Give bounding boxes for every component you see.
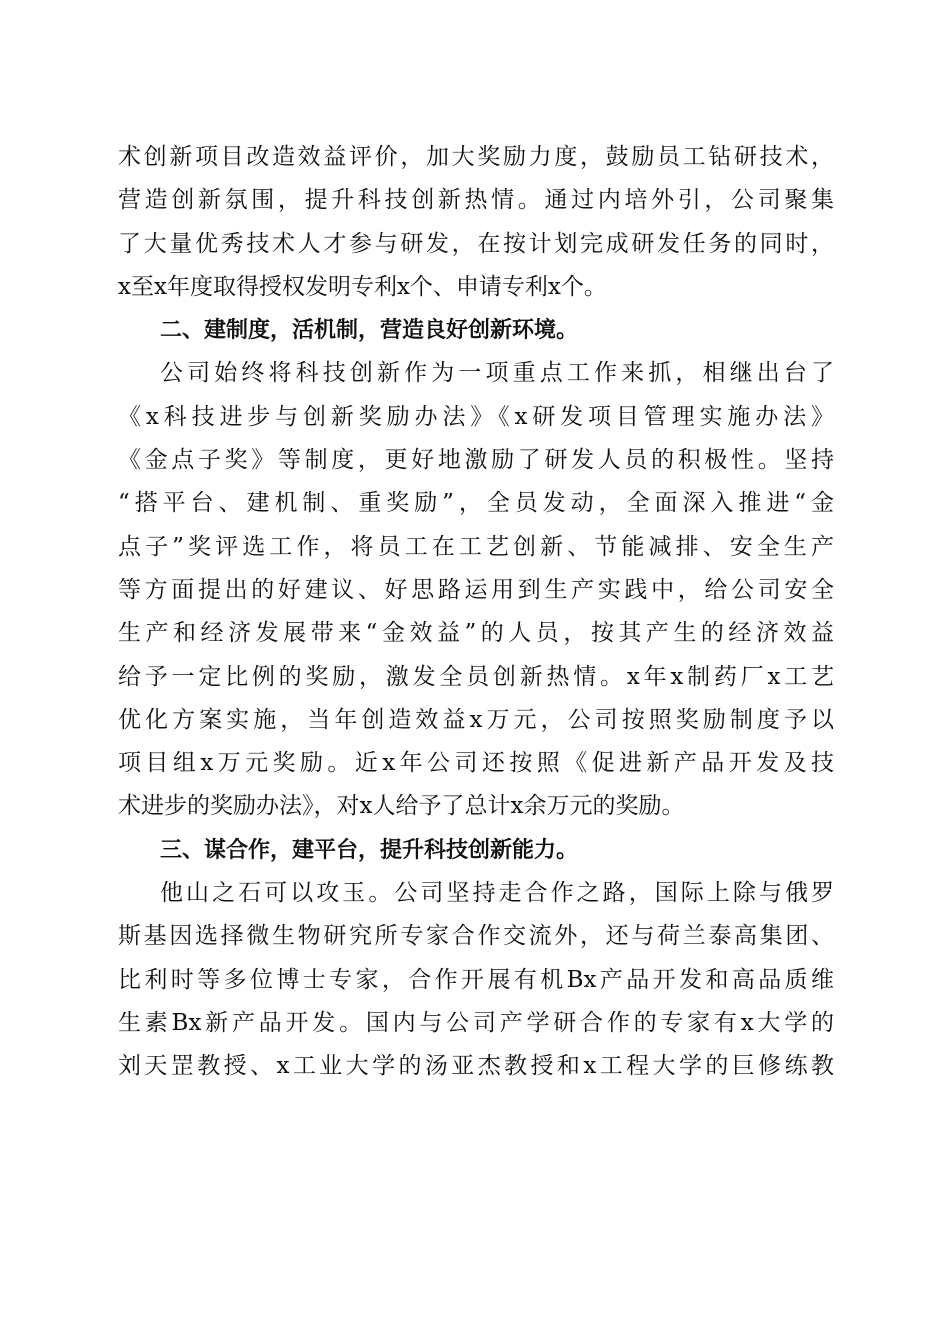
- text-line: 给予一定比例的奖励，激发全员创新热情。x年x制药厂x工艺: [118, 663, 834, 690]
- text-line: 生产和经济发展带来“金效益”的人员，按其产生的经济效益: [118, 620, 834, 647]
- paragraph-3: [118, 872, 834, 1088]
- text-line: 营造创新氛围，提升科技创新热情。通过内培外引，公司聚集: [118, 187, 834, 214]
- paragraph-2: [118, 352, 834, 828]
- text-line: 刘天罡教授、x工业大学的汤亚杰教授和x工程大学的巨修练教: [118, 1053, 834, 1080]
- text-line: 术创新项目改造效益评价，加大奖励力度，鼓励员工钻研技术，: [118, 144, 834, 170]
- text-line: 比利时等多位博士专家，合作开展有机Bx产品开发和高品质维: [118, 966, 834, 993]
- text-line: 优化方案实施，当年创造效益x万元，公司按照奖励制度予以: [118, 706, 834, 733]
- text-line: 项目组x万元奖励。近x年公司还按照《促进新产品开发及技: [118, 750, 834, 777]
- text-line: x至x年度取得授权发明专利x个、申请专利x个。: [118, 273, 607, 300]
- text-line: 他山之石可以攻玉。公司坚持走合作之路，国际上除与俄罗: [160, 880, 834, 907]
- text-line: 了大量优秀技术人才参与研发，在按计划完成研发任务的同时，: [118, 230, 834, 257]
- text-line: 斯基因选择微生物研究所专家合作交流外，还与荷兰泰高集团、: [118, 923, 834, 950]
- text-line: 《金点子奖》等制度，更好地激励了研发人员的积极性。坚持: [118, 447, 834, 474]
- paragraph-1: [118, 136, 834, 309]
- text-line: 生素Bx新产品开发。国内与公司产学研合作的专家有x大学的: [118, 1009, 834, 1036]
- text-line: “搭平台、建机制、重奖励”，全员发动，全面深入推进“金: [118, 490, 834, 517]
- section-heading-2: 二、建制度，活机制，营造良好创新环境。: [160, 318, 579, 344]
- document-page: [118, 136, 834, 1089]
- text-line: 术进步的奖励办法》，对x人给予了总计x余万元的奖励。: [118, 793, 685, 820]
- text-line: 《x科技进步与创新奖励办法》《x研发项目管理实施办法》: [118, 403, 834, 430]
- section-heading-3: 三、谋合作，建平台，提升科技创新能力。: [160, 837, 579, 863]
- text-line: 公司始终将科技创新作为一项重点工作来抓，相继出台了: [160, 360, 834, 387]
- text-line: 点子”奖评选工作，将员工在工艺创新、节能减排、安全生产: [118, 533, 834, 560]
- text-line: 等方面提出的好建议、好思路运用到生产实践中，给公司安全: [118, 576, 834, 603]
